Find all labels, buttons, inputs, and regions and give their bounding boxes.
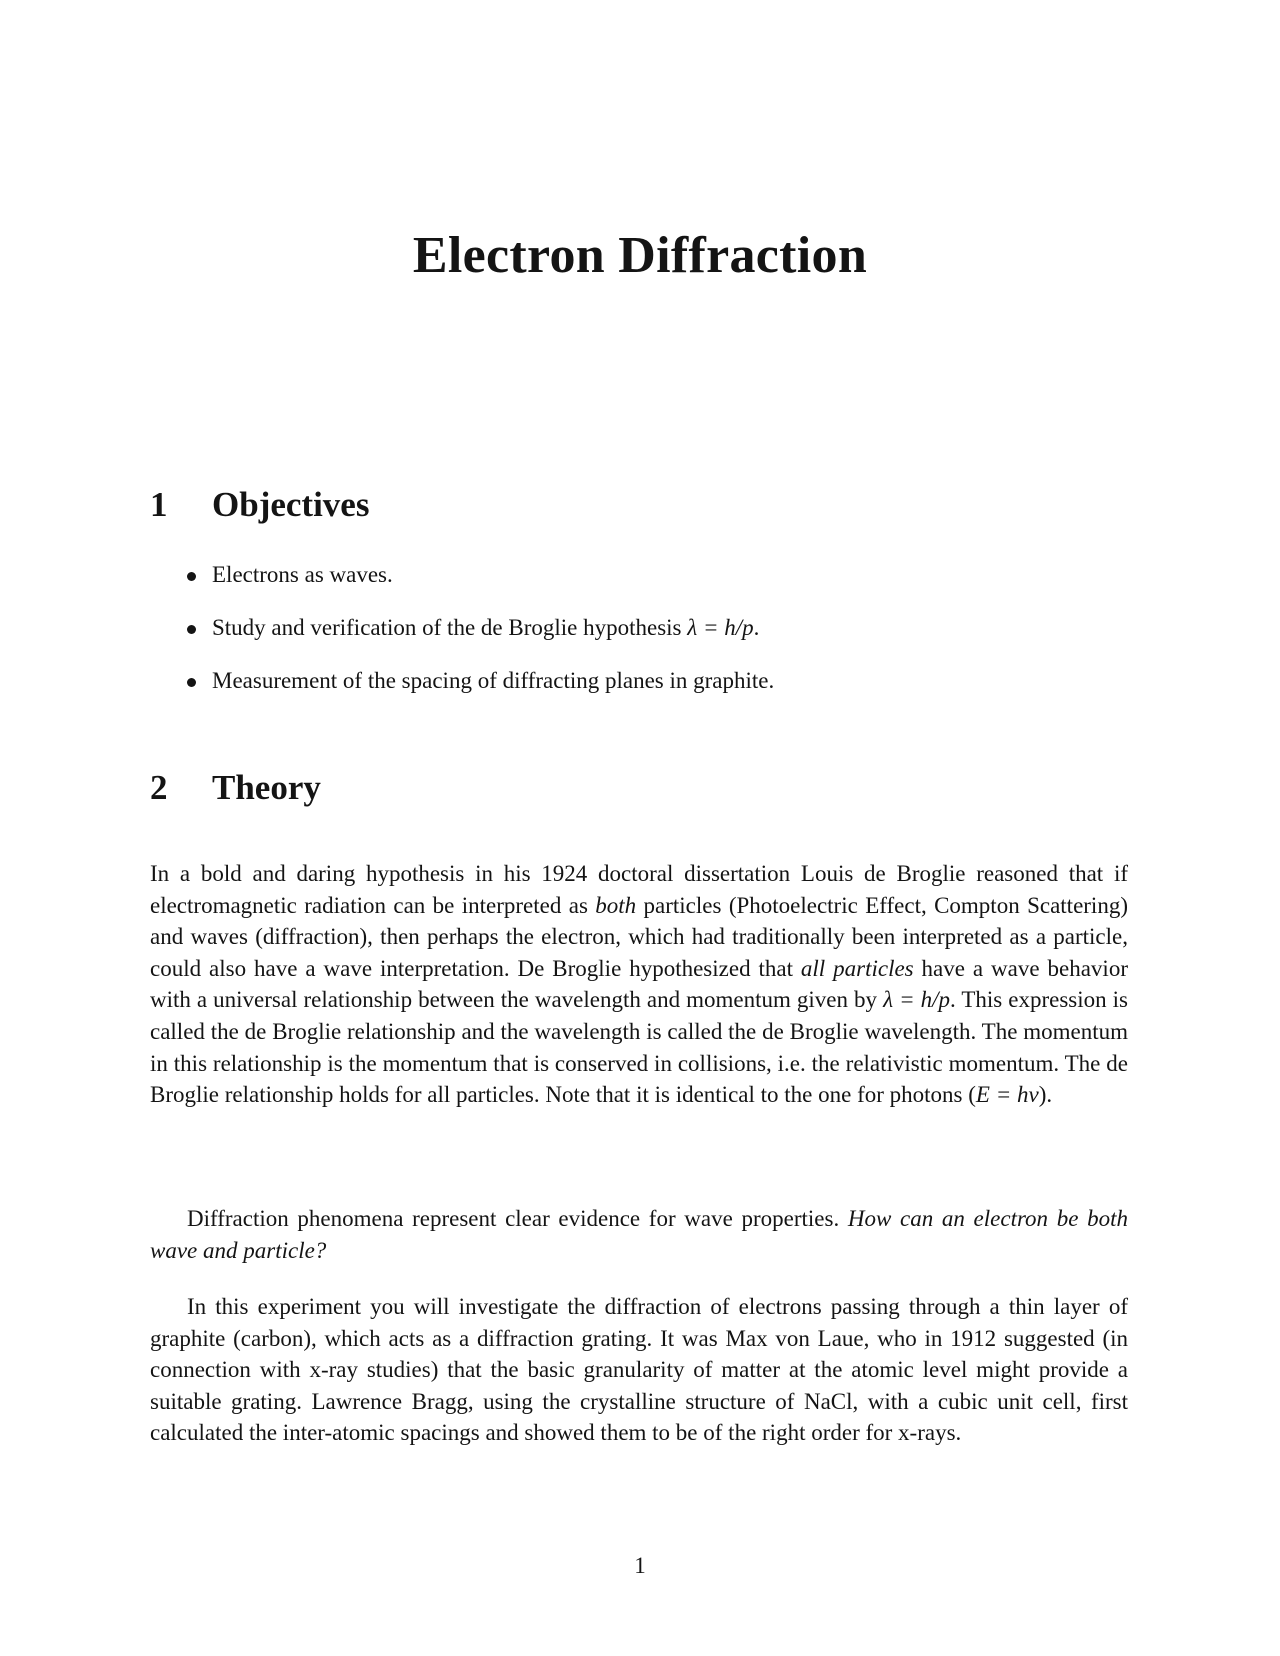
section-number: 2: [150, 768, 168, 807]
text-run: . This expression is called the de Broglie relationship and the wavelength is called the de Broglie wavelength. The momentum in this relationship is the momentum that is conserved in collisions, i.e. the relativistic momentum. The de Broglie relationship holds for all particles. Note that it is identical to the one for photons (: [150, 987, 1129, 1108]
section-heading-theory: [150, 768, 321, 808]
emphasis-text: all particles: [800, 955, 914, 981]
bullet-icon: [187, 572, 196, 581]
objectives-list: [185, 560, 774, 719]
list-item-text: Electrons as waves.: [212, 562, 393, 587]
list-item: [185, 666, 774, 719]
theory-paragraph-3: In this experiment you will investigate the diffraction of electrons passing through a thin layer of graphite (carbon), which acts as a diffraction grating. It was Max von Laue, who in 1912 suggested (in connection with x-ray studies) that the basic granularity of matter at the atomic level might provide a suitable grating. Lawrence Bragg, using the crystalline structure of NaCl, with a cubic unit cell, first calculated the inter-atomic spacings and showed them to be of the right order for x-rays.: [150, 1294, 1128, 1446]
section-title: Objectives: [212, 485, 370, 524]
text-run: In a bold and daring hypothesis in his 1924 doctoral dissertation Louis de Broglie reasoned that if electromagnetic radiation can be interpreted as: [150, 861, 1128, 918]
list-item: [185, 560, 774, 613]
theory-paragraph-2: [150, 1203, 1128, 1266]
page-number: 1: [634, 1553, 646, 1578]
text-run: Diffraction phenomena represent clear evidence for wave properties.: [187, 1206, 848, 1231]
section-title: Theory: [212, 768, 321, 807]
text-run: ).: [1038, 1082, 1053, 1108]
math-photon-energy: E = hν: [975, 1082, 1039, 1108]
theory-paragraph-1: [150, 858, 1128, 1111]
bullet-icon: [187, 625, 196, 634]
list-item-text: Study and verification of the de Broglie hypothesis: [212, 615, 688, 640]
emphasis-text: How can an electron be both wave and particle?: [150, 1206, 1128, 1263]
list-item-text: Measurement of the spacing of diffracting planes in graphite.: [212, 668, 775, 693]
section-number: 1: [150, 485, 168, 524]
bullet-icon: [187, 678, 196, 687]
document-title: Electron Diffraction: [412, 227, 868, 284]
math-de-broglie: λ = h/p: [687, 615, 754, 640]
math-de-broglie: λ = h/p: [883, 987, 950, 1013]
text-run: particles (Photoelectric Effect, Compton Scattering) and waves (diffraction), then perhaps the electron, which had traditionally been interpreted as a particle, could also have a wave interpretation. De Broglie hypothesized that: [150, 892, 1128, 981]
emphasis-text: both: [595, 892, 637, 918]
text-run: have a wave behavior with a universal relationship between the wavelength and momentum given by: [150, 955, 1128, 1013]
section-heading-objectives: [150, 485, 369, 525]
list-item: [185, 613, 774, 666]
list-item-punct: .: [753, 615, 760, 640]
